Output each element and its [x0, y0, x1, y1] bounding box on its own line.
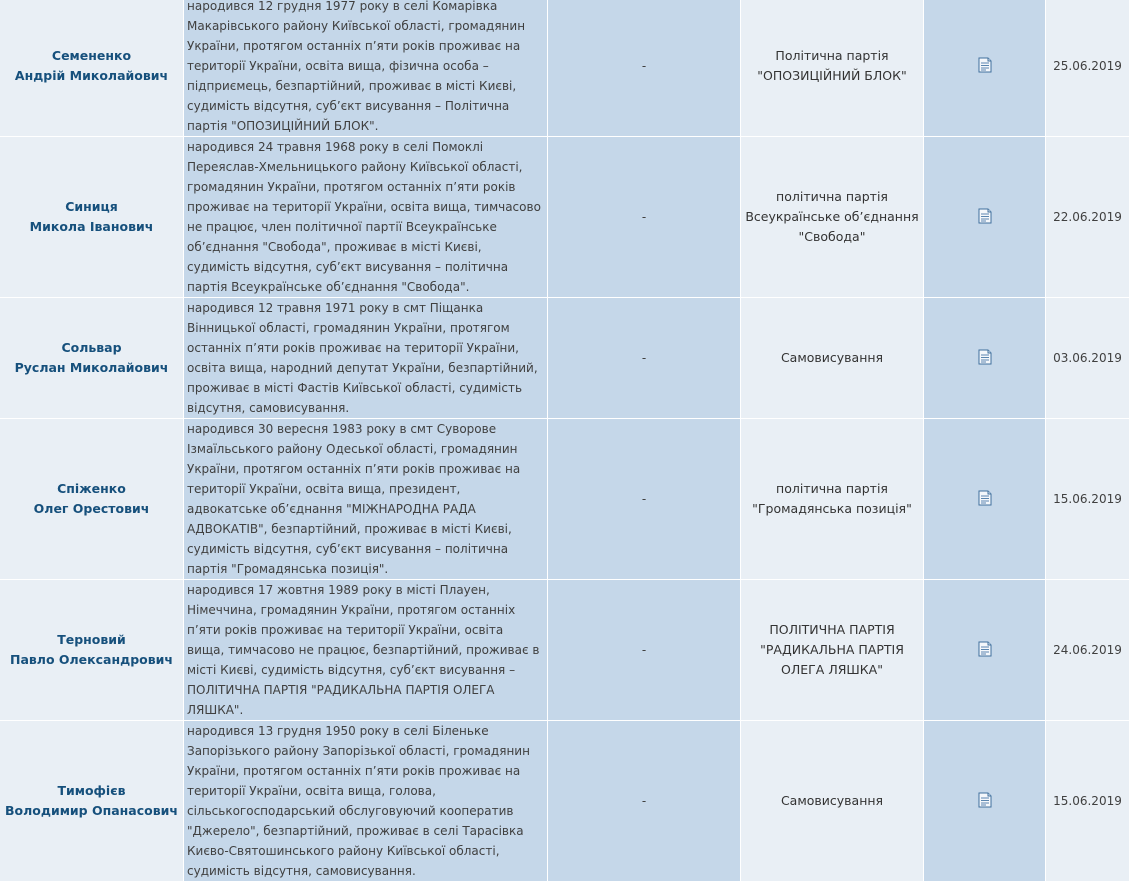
party-line: "РАДИКАЛЬНА ПАРТІЯ: [760, 642, 904, 657]
candidate-bio: народився 17 жовтня 1989 року в місті Плауен, Німеччина, громадянин України, протягом останніх п’яти років проживає на території України, освіта вища, тимчасово не працює, безпартійний, проживає в місті Києві, судимість відсутня, суб’єкт висування – ПОЛІТИЧНА ПАРТІЯ "РАДИКАЛЬНА ПАРТІЯ ОЛЕГА ЛЯШКА".: [184, 580, 548, 721]
other-info-cell: -: [548, 721, 741, 882]
document-icon-graphic: [976, 348, 994, 366]
party-line: політична партія: [776, 481, 888, 496]
party-line: Самовисування: [780, 793, 884, 808]
party-line: ПОЛІТИЧНА ПАРТІЯ: [769, 622, 895, 637]
other-info-cell: -: [548, 419, 741, 580]
candidate-name-cell: [0, 137, 184, 298]
nominating-party-cell: [741, 580, 924, 721]
party-line: "Громадянська позиція": [752, 501, 912, 516]
document-icon[interactable]: [976, 640, 994, 658]
table-row: [0, 298, 1130, 419]
other-info-cell: -: [548, 0, 741, 137]
party-line: Самовисування: [780, 350, 884, 365]
registration-date: 03.06.2019: [1046, 298, 1130, 419]
candidate-bio: народився 13 грудня 1950 року в селі Біленьке Запорізького району Запорізької області, громадянин України, протягом останніх п’яти років проживає на території України, освіта вища, голова, сільськогосподарський обслуговуючий кооператив "Джерело", безпартійний, проживає в селі Тарасівка Києво-Святошинського району Київської області, судимість відсутня, самовисування.: [184, 721, 548, 882]
nominating-party-cell: [741, 419, 924, 580]
other-info-cell: -: [548, 298, 741, 419]
candidate-name-cell: [0, 0, 184, 137]
document-icon[interactable]: [976, 348, 994, 366]
nominating-party-cell: [741, 137, 924, 298]
document-icon[interactable]: [976, 207, 994, 225]
table-row: [0, 580, 1130, 721]
candidate-given-name: Олег Орестович: [33, 501, 150, 516]
candidate-given-name: Володимир Опанасович: [4, 803, 178, 818]
candidate-surname: Сольвар: [61, 340, 122, 355]
registration-date: 24.06.2019: [1046, 580, 1130, 721]
candidate-name-cell: [0, 580, 184, 721]
candidate-given-name: Руслан Миколайович: [14, 360, 169, 375]
registration-date: 15.06.2019: [1046, 721, 1130, 882]
table-row: [0, 0, 1130, 137]
candidate-given-name: Микола Іванович: [29, 219, 154, 234]
candidate-surname: Терновий: [57, 632, 126, 647]
registration-date: 22.06.2019: [1046, 137, 1130, 298]
document-cell: [924, 721, 1046, 882]
candidate-surname: Семененко: [51, 48, 132, 63]
document-cell: [924, 419, 1046, 580]
table-row: [0, 419, 1130, 580]
document-icon[interactable]: [976, 489, 994, 507]
table-row: [0, 721, 1130, 882]
document-icon-graphic: [976, 56, 994, 74]
party-line: Всеукраїнське об’єднання: [745, 209, 919, 224]
candidate-surname: Тимофієв: [57, 783, 126, 798]
candidate-bio: народився 12 травня 1971 року в смт Піщанка Вінницької області, громадянин України, протягом останніх п’яти років проживає на території України, освіта вища, народний депутат України, безпартійний, проживає в місті Фастів Київської області, судимість відсутня, самовисування.: [184, 298, 548, 419]
registration-date: 15.06.2019: [1046, 419, 1130, 580]
candidate-name-cell: [0, 298, 184, 419]
party-line: "ОПОЗИЦІЙНИЙ БЛОК": [757, 68, 907, 83]
candidate-bio: народився 24 травня 1968 року в селі Помоклі Переяслав-Хмельницького району Київської області, громадянин України, протягом останніх п’яти років проживає на території України, освіта вища, тимчасово не працює, член політичної партії Всеукраїнське об’єднання "Свобода", проживає в місті Києві, судимість відсутня, суб’єкт висування – політична партія Всеукраїнське об’єднання "Свобода".: [184, 137, 548, 298]
document-icon-graphic: [976, 489, 994, 507]
candidate-name-cell: [0, 721, 184, 882]
other-info-cell: -: [548, 580, 741, 721]
party-line: політична партія: [776, 189, 888, 204]
document-cell: [924, 137, 1046, 298]
nominating-party-cell: [741, 721, 924, 882]
party-line: ОЛЕГА ЛЯШКА": [781, 662, 883, 677]
candidate-given-name: Павло Олександрович: [9, 652, 173, 667]
document-icon-graphic: [976, 207, 994, 225]
other-info-cell: -: [548, 137, 741, 298]
party-line: "Свобода": [798, 229, 866, 244]
candidate-bio: народився 30 вересня 1983 року в смт Суворове Ізмаїльського району Одеської області, громадянин України, протягом останніх п’яти років проживає на території України, освіта вища, президент, адвокатське об’єднання "МІЖНАРОДНА РАДА АДВОКАТІВ", безпартійний, проживає в місті Києві, судимість відсутня, суб’єкт висування – політична партія "Громадянська позиція".: [184, 419, 548, 580]
candidate-surname: Спіженко: [57, 481, 126, 496]
document-cell: [924, 580, 1046, 721]
document-cell: [924, 0, 1046, 137]
candidate-given-name: Андрій Миколайович: [14, 68, 169, 83]
document-icon[interactable]: [976, 56, 994, 74]
table-row: [0, 137, 1130, 298]
document-icon-graphic: [976, 640, 994, 658]
registration-date: 25.06.2019: [1046, 0, 1130, 137]
nominating-party-cell: [741, 298, 924, 419]
candidate-bio: народився 12 грудня 1977 року в селі Комарівка Макарівського району Київської області, громадянин України, протягом останніх п’яти років проживає на території України, освіта вища, фізична особа – підприємець, безпартійний, проживає в місті Києві, судимість відсутня, суб’єкт висування – Політична партія "ОПОЗИЦІЙНИЙ БЛОК".: [184, 0, 548, 137]
nominating-party-cell: [741, 0, 924, 137]
candidate-surname: Синиця: [65, 199, 118, 214]
party-line: Політична партія: [775, 48, 889, 63]
document-cell: [924, 298, 1046, 419]
candidate-name-cell: [0, 419, 184, 580]
